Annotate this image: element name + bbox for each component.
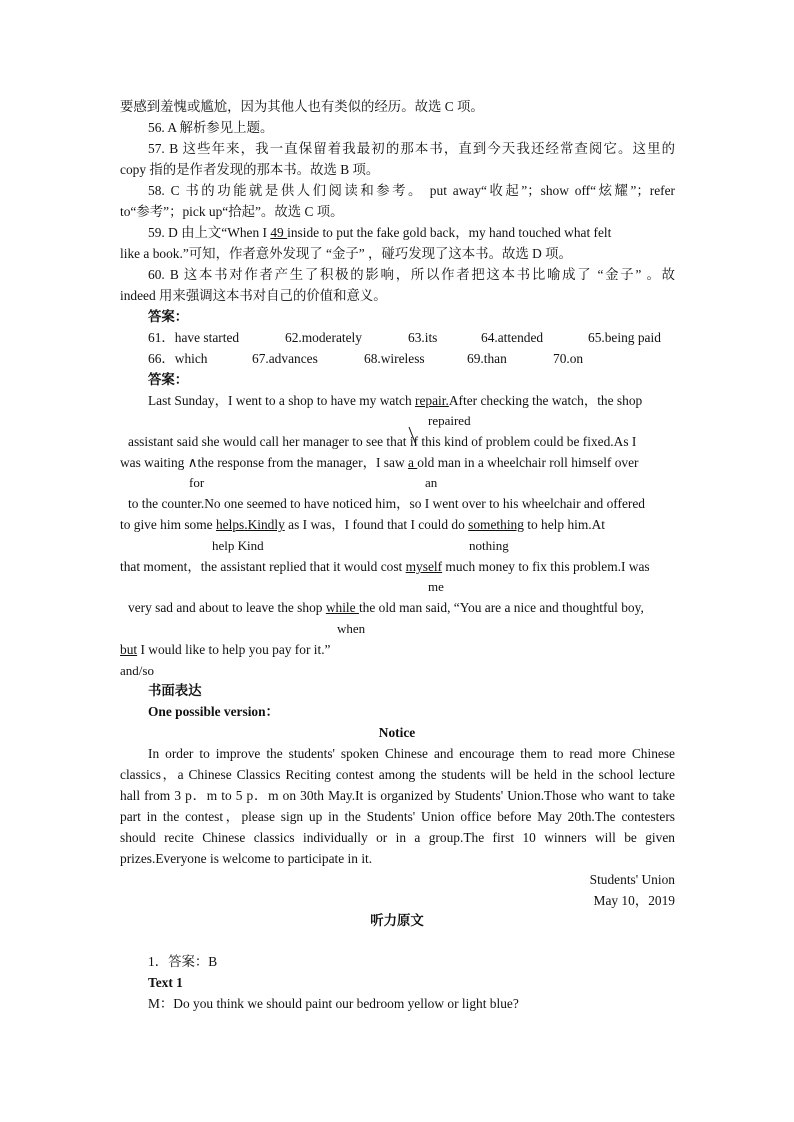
correction-line-2: assistant said she would call her manager to see that if this kind of problem could be fixed.As I <box>128 434 637 449</box>
correction-answer-heading: 答案： <box>148 372 189 387</box>
explanation-56: 56. A 解析参见上题。 <box>148 120 274 135</box>
explanation-60-line2: indeed 用来强调这本书对自己的价值和意义。 <box>120 288 387 303</box>
notice-line-1: In order to improve the students' spoken Chinese and encourage them to read more Chinese <box>148 746 675 761</box>
notice-line-4: part in the contest，please sign up in the Students' Union office before May 20th.The contesters <box>120 809 675 824</box>
explanation-60-line1: 60. B 这本书对作者产生了积极的影响，所以作者把这本书比喻成了 “金子” 。故 <box>148 267 675 282</box>
answer-65: 65.being paid <box>588 330 661 345</box>
error-word-repair: repair. <box>415 393 449 408</box>
error-dot: . <box>244 517 248 532</box>
answer-61: 61．have started <box>148 330 240 345</box>
notice-date: May 10，2019 <box>593 893 675 908</box>
explanation-58-line2: to“参考”；pick up“拾起”。故选 C 项。 <box>120 204 344 219</box>
text: the response from the manager，I saw <box>197 455 408 470</box>
explanation-59-post: inside to put the fake gold back，my hand touched what felt <box>287 225 612 240</box>
correction-an: an <box>425 475 438 490</box>
text: much money to fix this problem.I was <box>442 559 650 574</box>
text: Last Sunday，I went to a shop to have my watch <box>148 393 416 408</box>
explanation-59-pre: 59. D 由上文“When I <box>148 225 271 240</box>
notice-title: Notice <box>378 725 416 740</box>
text: was waiting <box>120 455 188 470</box>
answer-68: 68.wireless <box>364 351 425 366</box>
correction-when: when <box>337 621 366 636</box>
explanation-57-line2: copy 指的是作者发现的那本书。故选 B 项。 <box>120 162 380 177</box>
correction-help-kind: help Kind <box>212 538 264 553</box>
answer-63: 63.its <box>408 330 438 345</box>
error-word-while: while <box>325 600 359 615</box>
error-word-kindly: Kindly <box>247 517 285 532</box>
notice-line-2: classics，a Chinese Classics Reciting contest among the students will be held in the school lecture <box>120 767 675 782</box>
error-word-a: a <box>407 455 418 470</box>
error-word-but: but <box>120 642 138 657</box>
text: to give him some <box>120 517 216 532</box>
writing-subheading: One possible version： <box>148 704 279 719</box>
text: After checking the watch，the shop <box>448 393 643 408</box>
notice-signature: Students' Union <box>589 872 675 887</box>
insert-caret: ∧ <box>187 455 198 470</box>
explanation-57-line1: 57. B 这些年来，我一直保留着我最初的那本书，直到今天我还经常查阅它。这里的 <box>148 141 675 156</box>
answer-66: 66．which <box>148 351 208 366</box>
delete-slash-that <box>409 427 416 445</box>
correction-repaired: repaired <box>428 413 471 428</box>
grammar-answer-heading: 答案： <box>148 309 189 324</box>
writing-heading: 书面表达 <box>148 683 202 698</box>
notice-line-3: hall from 3 p．m to 5 p．m on 30th May.It is organized by Students' Union.Those who want to take <box>120 788 675 803</box>
text: old man in a wheelchair roll himself over <box>417 455 639 470</box>
notice-line-6: prizes.Everyone is welcome to participate in it. <box>120 851 373 866</box>
explanation-59-line2: like a book.”可知，作者意外发现了 “金子” ，碰巧发现了这本书。故选 D 项。 <box>120 246 572 261</box>
correction-line-4: to the counter.No one seemed to have noticed him，so I went over to his wheelchair and offered <box>128 496 645 511</box>
listening-text-label: Text 1 <box>148 975 183 990</box>
listening-line-1: M：Do you think we should paint our bedroom yellow or light blue? <box>148 996 519 1011</box>
text: that moment，the assistant replied that it would cost <box>120 559 406 574</box>
correction-nothing: nothing <box>469 538 509 553</box>
text: very sad and about to leave the shop <box>128 600 326 615</box>
answer-69: 69.than <box>467 351 507 366</box>
text: the old man said, “You are a nice and thoughtful boy, <box>358 600 644 615</box>
correction-me: me <box>428 579 444 594</box>
answer-62: 62.moderately <box>285 330 362 345</box>
blank-49: 49 <box>270 225 288 240</box>
notice-line-5: should recite Chinese classics individually or in a group.The first 10 winners will be given <box>120 830 675 845</box>
text: I would like to help you pay for it.” <box>137 642 331 657</box>
explanation-56-continued: 要感到羞愧或尴尬，因为其他人也有类似的经历。故选 C 项。 <box>120 99 484 114</box>
correction-and-so: and/so <box>120 663 154 678</box>
listening-answer-1: 1．答案：B <box>148 954 218 969</box>
explanation-58-line1: 58. C 书的功能就是供人们阅读和参考。 put away“收起”；show off“炫耀”；refer <box>148 183 675 198</box>
correction-for: for <box>189 475 205 490</box>
text: to help him.At <box>523 517 606 532</box>
error-word-myself: myself <box>405 559 443 574</box>
answer-67: 67.advances <box>252 351 318 366</box>
answer-64: 64.attended <box>481 330 544 345</box>
text: as I was，I found that I could do <box>284 517 469 532</box>
answer-70: 70.on <box>553 351 584 366</box>
error-word-helps: helps <box>215 517 245 532</box>
error-word-something: something <box>468 517 524 532</box>
listening-heading: 听力原文 <box>370 913 424 928</box>
